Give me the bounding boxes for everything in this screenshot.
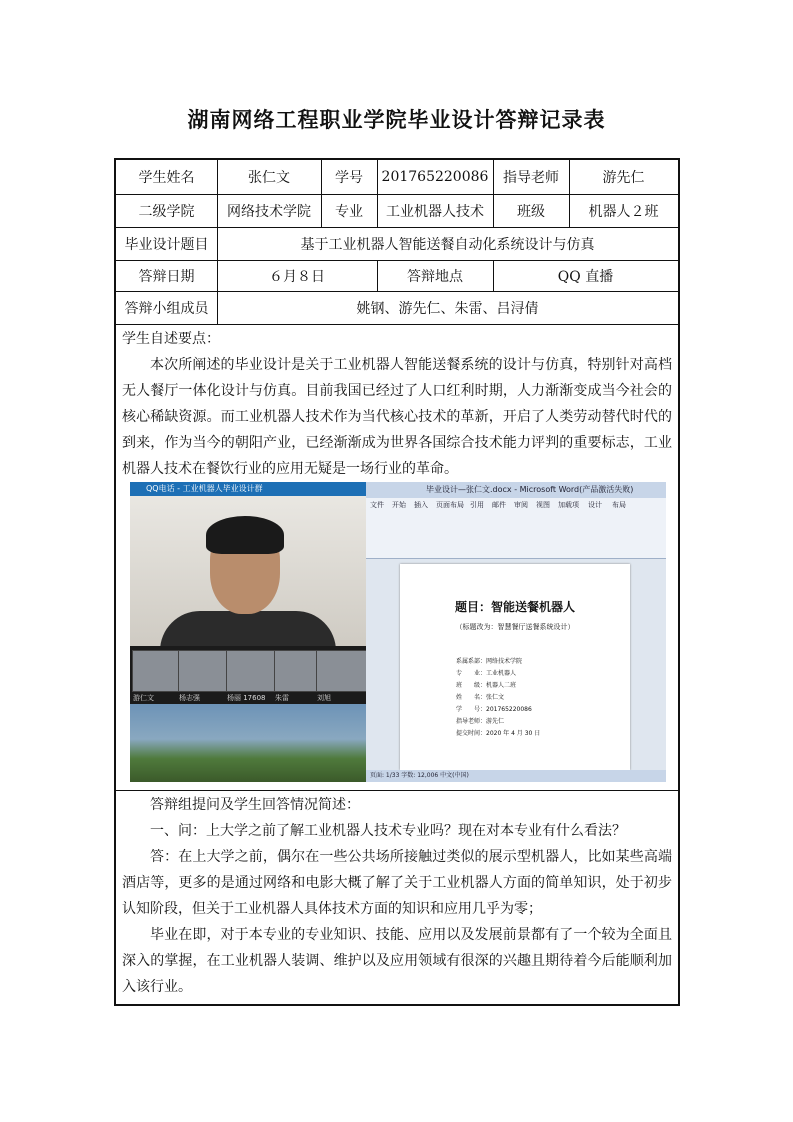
participant-thumb[interactable]: 杨丽 17608 <box>226 650 278 692</box>
word-ribbon <box>366 498 666 559</box>
doc-title: 题目：智能送餐机器人 <box>454 600 575 614</box>
doc-field: 提交时间：2020 年 4 月 30 日 <box>456 730 541 737</box>
panel-value: 姚钢、游先仁、朱雷、吕浔倩 <box>356 300 539 317</box>
participant-thumb[interactable]: 杨志强 <box>178 650 230 692</box>
ribbon-tab[interactable]: 审阅 <box>514 501 528 509</box>
doc-fields <box>456 656 540 740</box>
word-status-bar: 页面: 1/33 字数: 12,006 中文(中国) <box>366 770 666 782</box>
ribbon-tab[interactable]: 邮件 <box>492 501 506 509</box>
table-row <box>116 194 678 228</box>
desktop-wallpaper <box>130 704 366 782</box>
doc-subtitle: （标题改为：智慧餐厅送餐系统设计） <box>455 623 575 631</box>
qq-window-title: QQ电话 - 工业机器人毕业设计群 <box>130 482 382 496</box>
table-row <box>116 291 678 325</box>
participant-thumb[interactable]: 刘旭 <box>316 650 368 692</box>
qa-section <box>116 790 678 1004</box>
person-shoulders <box>160 611 336 651</box>
panel-label: 答辩小组成员 <box>116 291 218 324</box>
table-row <box>116 160 678 195</box>
ribbon-tab[interactable]: 引用 <box>470 501 484 509</box>
word-window-title: 毕业设计—张仁文.docx - Microsoft Word(产品激活失败) <box>366 482 666 498</box>
defense-record-table <box>114 158 680 1006</box>
student-id-value: 201765220086 <box>377 160 494 194</box>
topic-value: 基于工业机器人智能送餐自动化系统设计与仿真 <box>300 236 595 253</box>
college-label: 二级学院 <box>116 194 218 227</box>
student-id-label: 学号 <box>321 160 378 194</box>
qa-answer: 毕业在即，对于本专业的专业知识、技能、应用以及发展前景都有了一个较为全面且深入的掌握，在工业机器人装调、维护以及应用领域有很深的兴趣且期待着今后能顺利加入该行业。 <box>122 927 672 995</box>
ribbon-tab[interactable]: 视图 <box>536 501 550 509</box>
ribbon-tab[interactable]: 页面布局 <box>436 501 464 509</box>
doc-field: 姓 名：张仁文 <box>456 694 505 701</box>
embedded-screenshot <box>130 482 666 782</box>
self-statement-section <box>116 324 678 791</box>
place-value: QQ 直播 <box>557 268 614 285</box>
advisor-label: 指导老师 <box>493 160 570 194</box>
student-name-label: 学生姓名 <box>116 160 218 194</box>
ribbon-tab[interactable]: 加载项 <box>558 501 579 509</box>
ribbon-tab[interactable]: 开始 <box>392 501 406 509</box>
doc-field: 指导老师：游先仁 <box>456 718 505 725</box>
doc-field: 系属系部：网络技术学院 <box>456 658 523 665</box>
self-statement-heading: 学生自述要点： <box>122 331 220 347</box>
ribbon-tab[interactable]: 插入 <box>414 501 428 509</box>
date-value: ６月８日 <box>217 260 378 291</box>
participant-thumb[interactable]: 朱雷 <box>274 650 326 692</box>
college-value: 网络技术学院 <box>217 194 322 227</box>
qa-answer: 答：在上大学之前，偶尔在一些公共场所接触过类似的展示型机器人，比如某些高端酒店等，更多的是通过网络和电影大概了解了关于工业机器人方面的简单知识，处于初步认知阶段，但关于工业机器人具体技术方面的知识和应用几乎为零； <box>122 849 672 917</box>
participant-thumb[interactable]: 游仁文 <box>132 650 184 692</box>
self-statement-body: 本次所阐述的毕业设计是关于工业机器人智能送餐系统的设计与仿真，特别针对高档无人餐厅一体化设计与仿真。目前我国已经过了人口红利时期，人力渐渐变成当今社会的核心稀缺资源。而工业机器人技术作为当代核心技术的革新，开启了人类劳动替代时代的到来，作为当今的朝阳产业，已经渐渐成为世界各国综合技术能力评判的重要标志，工业机器人技术在餐饮行业的应用无疑是一场行业的革命。 <box>122 357 672 477</box>
person-hair <box>206 516 284 554</box>
class-label: 班级 <box>493 194 570 227</box>
class-value: 机器人２班 <box>588 203 659 220</box>
table-row <box>116 227 678 261</box>
major-value: 工业机器人技术 <box>377 194 494 227</box>
student-name-value: 张仁文 <box>217 160 322 194</box>
ribbon-tab[interactable]: 文件 <box>370 501 384 509</box>
doc-field: 专 业：工业机器人 <box>456 670 517 677</box>
advisor-value: 游先仁 <box>602 170 645 186</box>
video-call-main <box>130 496 366 646</box>
major-label: 专业 <box>321 194 378 227</box>
date-label: 答辩日期 <box>116 260 218 291</box>
table-row <box>116 260 678 292</box>
participant-thumbnails <box>130 646 366 704</box>
doc-field: 学 号：201765220086 <box>456 706 532 713</box>
ribbon-tab[interactable]: 布局 <box>612 501 626 509</box>
qa-heading: 答辩组提问及学生回答情况简述： <box>150 797 360 813</box>
page-title: 湖南网络工程职业学院毕业设计答辩记录表 <box>187 108 606 132</box>
word-window <box>366 482 666 782</box>
place-label: 答辩地点 <box>377 260 494 291</box>
topic-label: 毕业设计题目 <box>116 227 218 260</box>
ribbon-tab[interactable]: 设计 <box>588 501 602 509</box>
document-page <box>400 564 630 770</box>
qa-question: 一、问：上大学之前了解工业机器人技术专业吗？现在对本专业有什么看法？ <box>150 823 626 839</box>
doc-field: 班 级：机器人二班 <box>456 682 517 689</box>
